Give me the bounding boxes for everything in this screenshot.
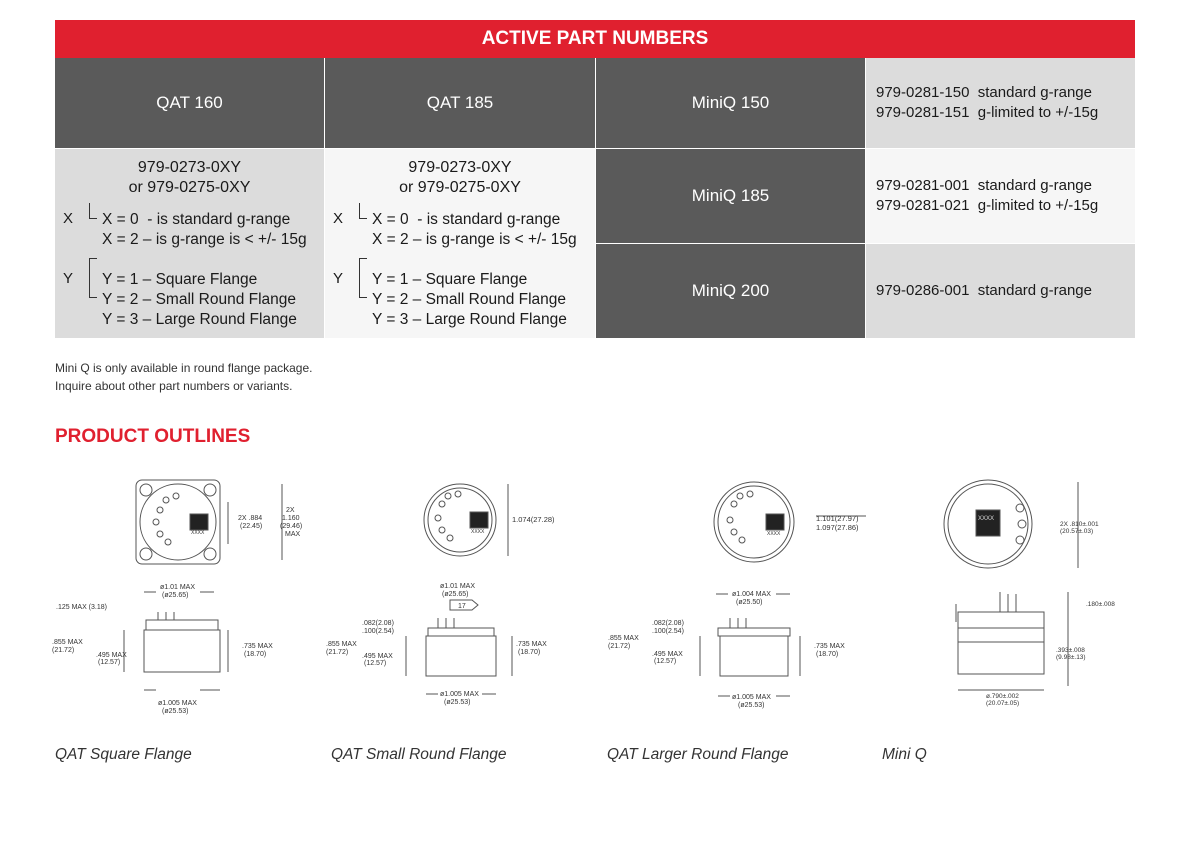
dim-label: .495 MAX (362, 653, 393, 660)
header-miniq150: MiniQ 150 (596, 58, 865, 148)
y-bracket (359, 258, 367, 298)
y-letter: Y (333, 270, 344, 287)
code-line: or 979-0275-0XY (128, 179, 251, 196)
caption-qat-larger-round-flange: QAT Larger Round Flange (607, 746, 789, 763)
note-miniq-availability: Mini Q is only available in round flange package. (55, 361, 313, 375)
option-line: Y = 2 – Small Round Flange (102, 291, 297, 308)
y-letter: Y (63, 270, 74, 287)
part-line: 979-0281-151 g-limited to +/-15g (876, 104, 1099, 121)
caption-miniq: Mini Q (882, 746, 927, 763)
y-bracket (89, 258, 97, 298)
x-bracket (359, 203, 367, 219)
miniq-drawing (928, 472, 1122, 718)
option-line: Y = 3 – Large Round Flange (102, 311, 297, 328)
product-outlines-title: PRODUCT OUTLINES (55, 426, 251, 447)
dim-label: ø1.004 MAX (732, 591, 771, 598)
option-line: X = 0 - is standard g-range (102, 211, 291, 228)
qat185-codes (325, 158, 595, 198)
option-line: Y = 2 – Small Round Flange (372, 291, 567, 308)
dim-label: .495 MAX (652, 651, 683, 658)
caption-qat-small-round-flange: QAT Small Round Flange (331, 746, 507, 763)
header-miniq200: MiniQ 200 (596, 244, 865, 338)
dim-label: ø1.01 MAX (440, 583, 476, 590)
dim-label: (12.57) (654, 658, 677, 665)
header-qat185: QAT 185 (325, 58, 595, 148)
dim-label: 1.074(27.28) (512, 515, 555, 524)
x-options (102, 210, 307, 250)
dim-label: (ø25.65) (442, 591, 469, 598)
option-line: Y = 1 – Square Flange (102, 271, 258, 288)
dim-label: (29.46) (280, 523, 303, 530)
dim-label: (21.72) (52, 647, 75, 654)
dim-label: .495 MAX (96, 652, 127, 659)
qat-large-round-flange-drawing (604, 472, 878, 718)
x-options (372, 210, 577, 250)
dim-label: (ø25.53) (444, 699, 471, 706)
dim-label: .393±.008 (1056, 647, 1085, 654)
header-qat160: QAT 160 (55, 58, 324, 148)
dim-label: (12.57) (364, 660, 387, 667)
dim-label: 2X .884 (238, 515, 263, 522)
caption-qat-square-flange: QAT Square Flange (55, 746, 192, 763)
dim-label: .855 MAX (52, 639, 83, 646)
note-inquire: Inquire about other part numbers or variants. (55, 379, 293, 393)
dim-label: (9.98±.13) (1056, 654, 1086, 661)
dim-label: (ø25.50) (736, 599, 763, 606)
dim-label: .082(2.08) (362, 620, 394, 627)
qat-small-round-flange-drawing (322, 472, 572, 718)
code-line: 979-0273-0XY (408, 159, 512, 176)
dim-label: ø.790±.002 (986, 693, 1019, 700)
option-line: X = 2 – is g-range is < +/- 15g (102, 231, 307, 248)
dim-label: .180±.008 (1086, 601, 1115, 608)
part-line: 979-0281-150 standard g-range (876, 84, 1092, 101)
dim-label: (18.70) (518, 649, 541, 656)
qat-square-flange-drawing (48, 472, 312, 718)
dim-label: .735 MAX (242, 643, 273, 650)
part-line: 979-0281-021 g-limited to +/-15g (876, 197, 1099, 214)
dim-label: 1.097(27.86) (816, 523, 859, 532)
miniq150-parts (866, 58, 1135, 148)
dim-label: 17 (458, 603, 466, 610)
dim-label: 1.160 (282, 515, 300, 522)
code-line: 979-0273-0XY (137, 159, 242, 176)
dim-label: (ø25.65) (162, 592, 189, 599)
dim-label: .100(2.54) (362, 628, 394, 635)
x-letter: X (63, 210, 74, 227)
dim-label: 1.101(27.97) (816, 514, 859, 523)
qat160-codes (55, 158, 324, 198)
dim-label: ø1.01 MAX (160, 584, 196, 591)
x-bracket (89, 203, 97, 219)
miniq185-parts (866, 149, 1135, 243)
miniq200-parts (866, 244, 1135, 338)
dim-label: .100(2.54) (652, 628, 684, 635)
dim-label: .855 MAX (326, 641, 357, 648)
dim-label: .855 MAX (608, 635, 639, 642)
option-line: X = 2 – is g-range is < +/- 15g (372, 231, 577, 248)
chip-label: XXXX (767, 531, 781, 537)
dim-label: (20.07±.05) (986, 700, 1020, 707)
dim-label: (12.57) (98, 659, 121, 666)
dim-label: (ø25.53) (162, 708, 189, 715)
part-line: 979-0281-001 standard g-range (876, 177, 1092, 194)
dim-label: (21.72) (326, 649, 349, 656)
chip-label: XXXX (191, 530, 205, 536)
header-miniq185: MiniQ 185 (596, 149, 865, 243)
dim-label: ø1.005 MAX (158, 700, 197, 707)
dim-label: .735 MAX (814, 643, 845, 650)
dim-label: .082(2.08) (652, 620, 684, 627)
dim-label: (18.70) (244, 651, 267, 658)
dim-label: (20.57±.03) (1060, 528, 1094, 535)
option-line: Y = 3 – Large Round Flange (372, 311, 567, 328)
dim-label: MAX (285, 531, 301, 538)
part-line: 979-0286-001 standard g-range (876, 282, 1092, 299)
chip-label: XXXX (978, 516, 995, 522)
chip-label: XXXX (471, 529, 485, 535)
option-line: Y = 1 – Square Flange (372, 271, 528, 288)
active-part-numbers-banner: ACTIVE PART NUMBERS (55, 20, 1135, 58)
dim-label: (22.45) (240, 523, 263, 530)
y-options (102, 270, 297, 330)
x-letter: X (333, 210, 344, 227)
dim-label: (18.70) (816, 651, 839, 658)
dim-label: (ø25.53) (738, 702, 765, 709)
y-options (372, 270, 567, 330)
dim-label: 2X .810±.001 (1060, 521, 1099, 528)
option-line: X = 0 - is standard g-range (372, 211, 561, 228)
dim-label: (21.72) (608, 643, 631, 650)
dim-label: .735 MAX (516, 641, 547, 648)
dim-label: ø1.005 MAX (440, 691, 479, 698)
code-line: or 979-0275-0XY (399, 179, 521, 196)
dim-label: 2X (286, 507, 295, 514)
dim-label: .125 MAX (3.18) (56, 604, 107, 611)
dim-label: ø1.005 MAX (732, 694, 771, 701)
